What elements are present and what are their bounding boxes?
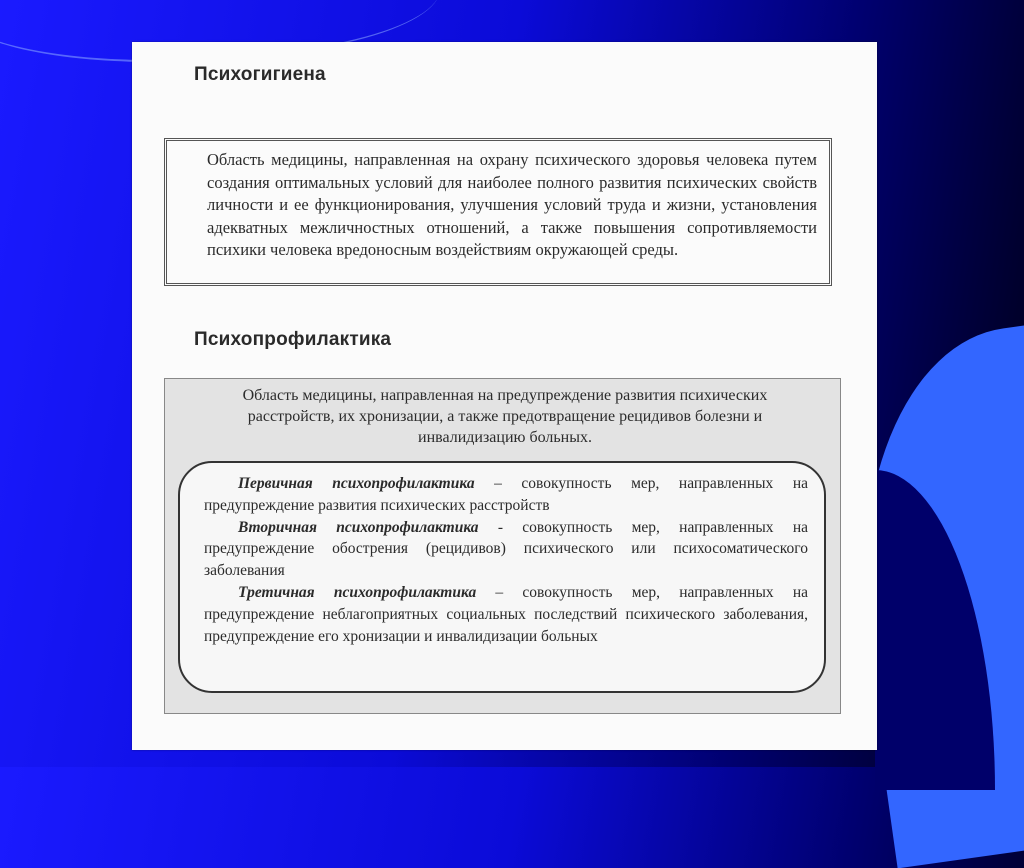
item-text: совокупность мер, направленных на предупреждение обострения (рецидивов) психического или психосоматического заболевания [204, 518, 808, 580]
definition-box-psychohygiene [164, 138, 832, 286]
item-term: Вторичная психопрофилактика [238, 518, 479, 536]
item-text: совокупность мер, направленных на предупреждение неблагоприятных социальных последствий психического заболевания, предупреждение его хронизации и инвалидизации больных [204, 583, 809, 645]
item-term: Третичная психопрофилактика [238, 583, 477, 601]
item-separator: - [478, 518, 523, 536]
definition-text: Область медицины, направленная на предупреждение развития психических расстройств, их хронизации, а также предотвращение рецидивов болезни и инвалидизацию больных. [242, 387, 768, 446]
heading-psychohygiene: Психогигиена [194, 64, 326, 85]
prophylaxis-types-box [178, 461, 826, 693]
document-page [132, 42, 877, 750]
definition-box-psychoprophylaxis [164, 378, 841, 714]
list-item [204, 473, 808, 517]
item-text: совокупность мер, направленных на предупреждение развития психических расстройств [204, 475, 809, 514]
item-separator: – [476, 583, 523, 601]
list-item [204, 517, 808, 582]
item-term: Первичная психопрофилактика [238, 475, 475, 492]
heading-psychoprophylaxis: Психопрофилактика [194, 329, 392, 350]
list-item [204, 582, 808, 647]
definition-text: Область медицины, направленная на охрану психического здоровья человека путем создания оптимальных условий для наиболее полного развития психических свойств личности и ее функционирования, улучшения условий труда и жизни, установления адекватных межличностных отношений, а также повышения сопротивляемости психики человека вредоносным воздействиям окружающей среды. [207, 150, 817, 259]
item-separator: – [474, 475, 522, 492]
